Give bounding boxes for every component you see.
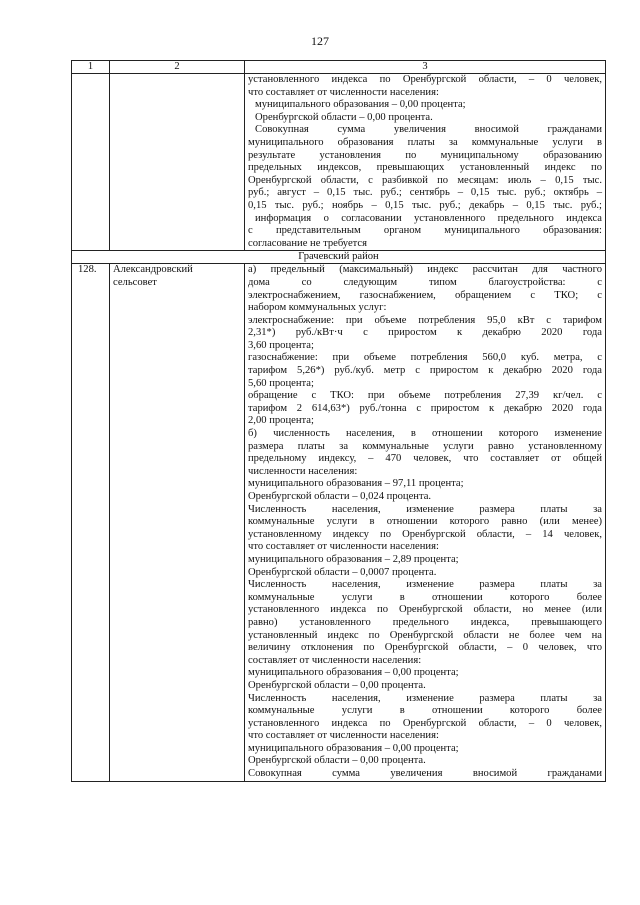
text-line: 0,15 тыс. руб.; ноябрь – 0,15 тыс. руб.; декабрь – 0,15 тыс. руб.;: [248, 199, 602, 211]
district-title: Грачевский район: [72, 251, 606, 264]
text-line: муниципального образования – 0,00 процента;: [248, 742, 459, 754]
column-header-3: 3: [245, 61, 606, 74]
document-table: [71, 60, 606, 782]
text-line: установленного индекса по Оренбургской области, – 0 человек,: [248, 717, 602, 729]
text-line: установленного индекса по Оренбургской области, но менее (или: [248, 604, 602, 616]
continuation-row: [72, 74, 606, 251]
text-line: Численность населения, изменение размера платы за: [248, 579, 602, 591]
continuation-number-cell: [72, 74, 110, 251]
text-line: Совокупная сумма увеличения вносимой гражданами: [255, 124, 602, 136]
text-line: результате установления по муниципальному образованию: [248, 149, 602, 161]
text-line: электроснабжение: при объеме потребления 95,0 кВт с тарифом: [248, 314, 602, 326]
text-line: согласование не требуется: [248, 237, 368, 249]
text-line: 5,60 процента;: [248, 377, 314, 389]
text-line: дома со следующим типом благоустройства: с: [248, 276, 602, 288]
text-line: муниципального образования – 0,00 процента;: [248, 667, 459, 679]
continuation-name-cell: [110, 74, 245, 251]
text-line: муниципального образования платы за коммунальные услуги в: [248, 136, 602, 148]
text-line: Оренбургской области – 0,0007 процента.: [248, 566, 437, 578]
text-line: руб.; август – 0,15 тыс. руб.; сентябрь – 0,15 тыс. руб.; октябрь –: [248, 187, 602, 199]
text-line: что составляет от численности населения:: [248, 730, 439, 742]
text-line: предельному индексу, – 470 человек, что составляет от общей: [248, 453, 602, 465]
page-number: 127: [311, 34, 329, 48]
text-line: Численность населения, изменение размера платы за: [248, 692, 602, 704]
text-line: а) предельный (максимальный) индекс рассчитан для частного: [248, 264, 602, 276]
text-line: Оренбургской области – 0,00 процента.: [248, 755, 426, 767]
column-header-2: 2: [110, 61, 245, 74]
text-line: Оренбургской области – 0,00 процента.: [255, 111, 433, 123]
text-line: с представительным органом муниципального образования:: [248, 225, 602, 237]
text-line: обращение с ТКО: при объеме потребления 27,39 кг/чел. с: [248, 390, 602, 402]
text-line: Численность населения, изменение размера платы за: [248, 503, 602, 515]
text-line: 3,60 процента;: [248, 339, 314, 351]
text-line: коммунальные услуги в отношении которого равно (или менее): [248, 516, 602, 528]
row-number: 128.: [72, 264, 110, 781]
text-line: установленный индекс по Оренбургской области не более чем на: [248, 629, 602, 641]
row-content-cell: [245, 264, 606, 781]
text-line: что составляет от численности населения:: [248, 86, 439, 98]
text-line: муниципального образования – 2,89 процента;: [248, 553, 459, 565]
text-line: коммунальные услуги в отношении которого более: [248, 705, 602, 717]
continuation-content-cell: [245, 74, 606, 251]
table-row-128: [72, 264, 606, 781]
text-line: что составляет от численности населения:: [248, 541, 439, 553]
text-line: набором коммунальных услуг:: [248, 302, 387, 314]
text-line: газоснабжение: при объеме потребления 560,0 куб. метра, с: [248, 352, 602, 364]
text-line: равно) установленного предельного индекса, превышающего: [248, 616, 602, 628]
text-line: установленного индекса по Оренбургской области, – 0 человек,: [248, 74, 602, 85]
settlement-name-line: сельсовет: [113, 276, 157, 288]
text-line: Оренбургской области, с разбивкой по месяцам: июль – 0,15 тыс.: [248, 174, 602, 186]
settlement-name-line: Александровский: [113, 264, 193, 276]
column-header-1: 1: [72, 61, 110, 74]
text-line: размера платы за коммунальные услуги равно установленному: [248, 440, 602, 452]
text-line: установленному индексу по Оренбургской области, – 14 человек,: [248, 528, 602, 540]
text-line: информация о согласовании установленного предельного индекса: [255, 212, 602, 224]
district-row: [72, 251, 606, 264]
text-line: тарифом 5,26*) руб./куб. метр с приростом к декабрю 2020 года: [248, 365, 602, 377]
text-line: величину отклонения по Оренбургской области, – 0 человек, что: [248, 642, 602, 654]
text-line: Оренбургской области – 0,024 процента.: [248, 491, 432, 502]
settlement-name: [110, 264, 245, 781]
text-line: коммунальные услуги в отношении которого более: [248, 591, 602, 603]
text-line: предельных индексов, превышающих установленный индекс по: [248, 162, 602, 174]
text-line: 2,31*) руб./кВт·ч с приростом к декабрю 2020 года: [248, 327, 602, 339]
text-line: электроснабжением, газоснабжением, обращением с ТКО; с: [248, 289, 602, 301]
text-line: б) численность населения, в отношении которого изменение: [248, 428, 602, 440]
text-line: муниципального образования – 97,11 процента;: [248, 478, 464, 490]
table-header-row: [72, 61, 606, 74]
text-line: Оренбургской области – 0,00 процента.: [248, 679, 426, 691]
text-line: составляет от численности населения:: [248, 654, 422, 666]
text-line: 2,00 процента;: [248, 415, 314, 427]
text-line: тарифом 2 614,63*) руб./тонна с приростом к декабрю 2020 года: [248, 402, 602, 414]
text-line: муниципального образования – 0,00 процента;: [255, 99, 466, 111]
text-line: численности населения:: [248, 465, 358, 477]
text-line: Совокупная сумма увеличения вносимой гражданами: [248, 768, 602, 780]
